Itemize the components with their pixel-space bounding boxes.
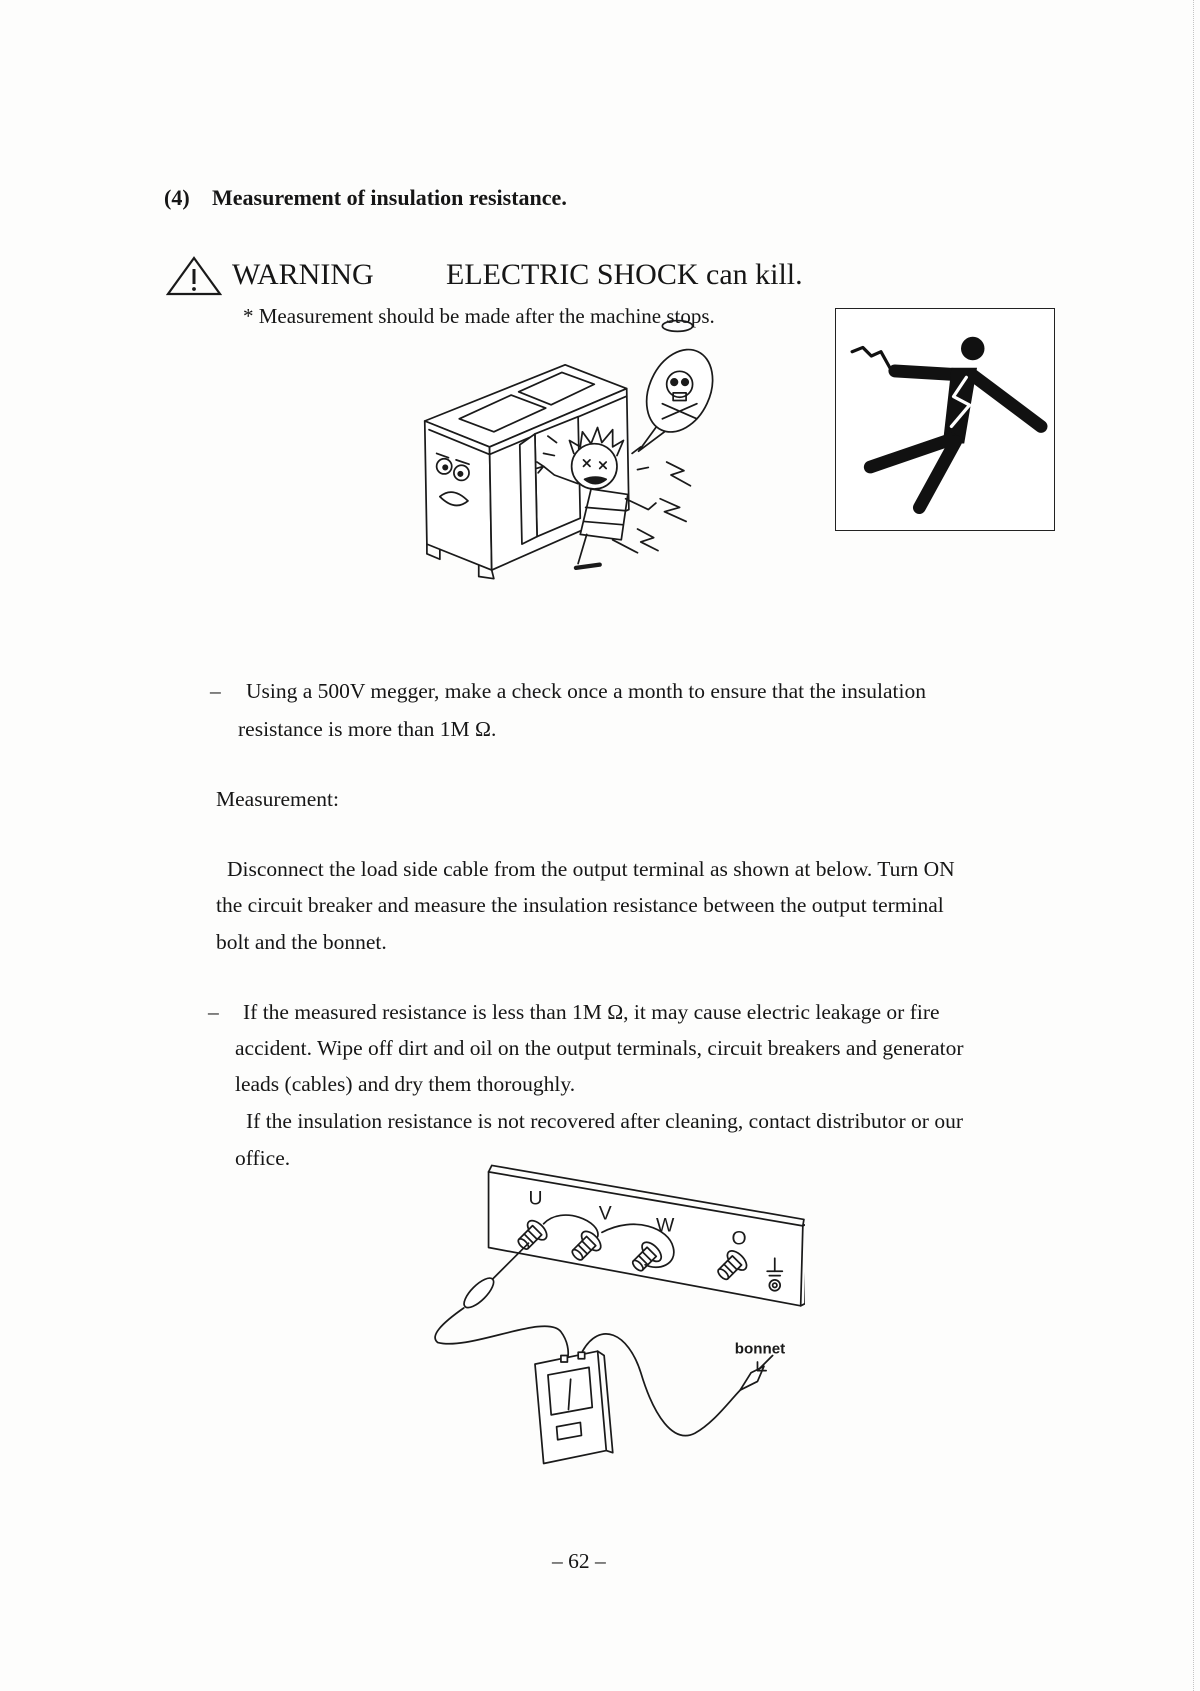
terminal-label-w: W xyxy=(655,1214,675,1237)
bonnet-label: bonnet xyxy=(734,1340,786,1358)
low-resistance-line: accident. Wipe off dirt and oil on the output terminals, circuit breakers and generator xyxy=(235,1036,964,1060)
measurement-line: bolt and the bonnet. xyxy=(216,930,387,954)
terminal-label-v: V xyxy=(598,1202,612,1225)
low-resistance-line: If the insulation resistance is not recovered after cleaning, contact distributor or our xyxy=(246,1109,964,1133)
low-resistance-line: office. xyxy=(235,1146,291,1170)
section-number: (4) xyxy=(164,185,190,210)
check-bullet-line: resistance is more than 1M Ω. xyxy=(238,717,497,741)
low-resistance-bullet-dash: – xyxy=(208,1000,219,1024)
low-resistance-line: leads (cables) and dry them thoroughly. xyxy=(235,1072,576,1096)
measurement-line: Disconnect the load side cable from the output terminal as shown at below. Turn ON xyxy=(227,857,955,881)
measurement-heading: Measurement: xyxy=(216,787,339,811)
warning-triangle-icon xyxy=(166,256,222,296)
scan-edge xyxy=(1193,0,1194,1691)
measurement-line: the circuit breaker and measure the insulation resistance between the output terminal xyxy=(216,893,944,917)
test-probe xyxy=(435,1243,568,1360)
low-resistance-line: If the measured resistance is less than 1M Ω, it may cause electric leakage or fire xyxy=(243,1000,940,1024)
page-number: – 62 – xyxy=(552,1549,606,1573)
section-title: Measurement of insulation resistance. xyxy=(212,185,567,210)
check-bullet-line: Using a 500V megger, make a check once a month to ensure that the insulation xyxy=(246,679,926,703)
insulation-measurement-diagram xyxy=(427,1161,805,1469)
shocked-operator-cartoon xyxy=(416,313,724,583)
warning-label: WARNING xyxy=(232,258,374,291)
terminal-label-o: O xyxy=(731,1227,747,1250)
terminal-label-u: U xyxy=(528,1187,543,1210)
warning-note: * Measurement should be made after the machine stops. xyxy=(243,304,715,328)
lightning-bolts xyxy=(638,462,691,551)
megger-device xyxy=(535,1351,613,1463)
electric-shock-symbol-icon xyxy=(835,308,1055,531)
skull-bubble xyxy=(634,321,724,452)
check-bullet-dash: – xyxy=(210,679,221,703)
warning-message: ELECTRIC SHOCK can kill. xyxy=(446,258,803,291)
